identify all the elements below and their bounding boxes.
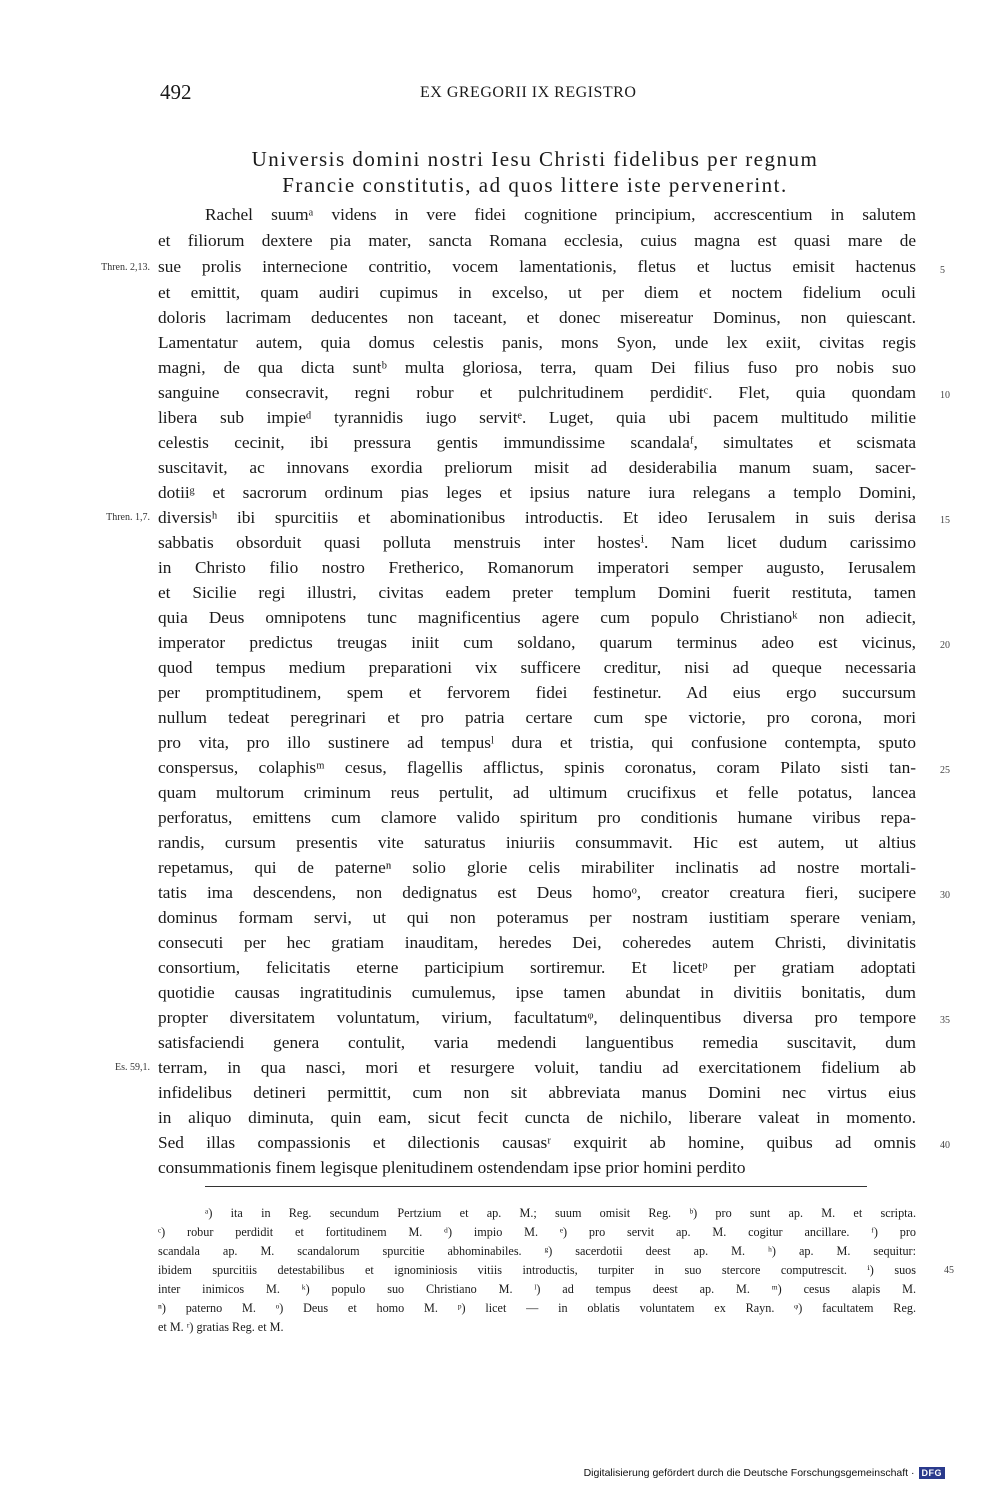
footnote-line: ⁿ) paterno M. ᵒ) Deus et homo M. ᵖ) licet — in oblatis voluntatem ex Rayn. ᵠ) facultatem Reg. xyxy=(158,1301,916,1315)
footnote-line-number: 45 xyxy=(944,1265,954,1276)
body-line: sabbatis obsorduit quasi polluta menstruis inter hostesⁱ. Nam licet dudum carissimo xyxy=(158,533,916,552)
body-line: nullum tedeat peregrinari et pro patria certare cum spe victorie, pro corona, mori xyxy=(158,708,916,727)
line-number: 25 xyxy=(940,765,950,776)
body-line: in aliquo diminuta, quin eam, sicut fecit cuncta de nichilo, liberare valeat in momento. xyxy=(158,1108,916,1127)
body-line: randis, cursum presentis vite saturatus iniuriis consummavit. Hic est autem, ut altius xyxy=(158,833,916,852)
line-number: 20 xyxy=(940,640,950,651)
body-line: pro vita, pro illo sustinere ad tempusˡ dura et tristia, qui confusione contempta, sputo xyxy=(158,733,916,752)
body-line: diversisʰ ibi spurcitiis et abominationibus introductis. Et ideo Ierusalem in suis derisa xyxy=(158,508,916,527)
body-line: repetamus, qui de paterneⁿ solio glorie celis mirabiliter inclinatis ad nostre mortali- xyxy=(158,858,916,877)
body-line: celestis cecinit, ibi pressura gentis immundissime scandalaᶠ, simultates et scismata xyxy=(158,433,916,452)
body-line: imperator predictus treugas iniit cum soldano, quarum terminus adeo est vicinus, xyxy=(158,633,916,652)
body-line: et Sicilie regi illustri, civitas eadem preter templum Domini fuerit restituta, tamen xyxy=(158,583,916,602)
footnote-line: inter inimicos M. ᵏ) populo suo Christiano M. ˡ) ad tempus deest ap. M. ᵐ) cesus alapis M. xyxy=(158,1282,916,1296)
line-number: 40 xyxy=(940,1140,950,1151)
body-line: et emittit, quam audiri cupimus in excelso, ut per diem et noctem fidelium oculi xyxy=(158,283,916,302)
footnote-line: ᵃ) ita in Reg. secundum Pertzium et ap. M.; suum omisit Reg. ᵇ) pro sunt ap. M. et scripta. xyxy=(205,1206,916,1220)
footnote-line: et M. ʳ) gratias Reg. et M. xyxy=(158,1320,284,1334)
body-line: propter diversitatem voluntatum, virium, facultatumᵠ, delinquentibus diversa pro tempore xyxy=(158,1008,916,1027)
footnote-rule xyxy=(205,1186,867,1187)
body-line: dominus formam servi, ut qui non poteramus per nostram iustitiam sperare veniam, xyxy=(158,908,916,927)
line-number: 10 xyxy=(940,390,950,401)
body-line: in Christo filio nostro Fretherico, Romanorum imperatori semper augusto, Ierusalem xyxy=(158,558,916,577)
body-line: conspersus, colaphisᵐ cesus, flagellis afflictus, spinis coronatus, coram Pilato sisti tan- xyxy=(158,758,916,777)
body-line: consortium, felicitatis eterne participium sortiremur. Et licetᵖ per gratiam adoptati xyxy=(158,958,916,977)
footnote-line: scandala ap. M. scandalorum spurcitie abhominabiles. ᵍ) sacerdotii deest ap. M. ʰ) ap. M. sequitur: xyxy=(158,1244,916,1258)
body-line: sue prolis internecione contritio, vocem lamentationis, fletus et luctus emisit hactenus xyxy=(158,257,916,276)
footnote-line: ibidem spurcitiis detestabilibus et ignominiosis vitiis introductis, turpiter in suo stercore computrescit. ⁱ) suos xyxy=(158,1263,916,1277)
body-line: sanguine consecravit, regni robur et pulchritudinem perdiditᶜ. Flet, quia quondam xyxy=(158,383,916,402)
body-line: Lamentatur autem, quia domus celestis panis, mons Syon, unde lex exiit, civitas regis xyxy=(158,333,916,352)
body-line: quam multorum criminum reus pertulit, ad ultimum crucifixus et felle potatus, lancea xyxy=(158,783,916,802)
dfg-logo: DFG xyxy=(919,1467,946,1479)
line-number: 15 xyxy=(940,515,950,526)
body-line: perforatus, emittens cum clamore valido spiritum pro conditionis humane viribus repa- xyxy=(158,808,916,827)
body-line: tatis ima descendens, non dedignatus est Deus homoᵒ, creator creatura fieri, sucipere xyxy=(158,883,916,902)
body-line: Rachel suumᵃ videns in vere fidei cognitione principium, accrescentium in salutem xyxy=(205,205,916,224)
address-line-1: Universis domini nostri Iesu Christi fidelibus per regnum xyxy=(251,147,819,171)
marginal-reference: Es. 59,1. xyxy=(115,1062,150,1073)
body-line: Sed illas compassionis et dilectionis causasʳ exquirit ab homine, quibus ad omnis xyxy=(158,1133,916,1152)
credit-text: Digitalisierung gefördert durch die Deutsche Forschungsgemeinschaft · xyxy=(583,1467,915,1479)
body-line: suscitavit, ac innovans exordia preliorum misit ad desiderabilia manum suam, sacer- xyxy=(158,458,916,477)
page-number: 492 xyxy=(160,80,192,104)
footnote-line: ᶜ) robur perdidit et fortitudinem M. ᵈ) impio M. ᵉ) pro servit ap. M. cogitur ancillare. ᶠ) pro xyxy=(158,1225,916,1239)
body-line: satisfaciendi genera contulit, varia medendi languentibus remedia suscitavit, dum xyxy=(158,1033,916,1052)
line-number: 35 xyxy=(940,1015,950,1026)
line-number: 5 xyxy=(940,265,945,276)
body-line: doloris lacrimam deducentes non taceant, et donec misereatur Dominus, non quiescant. xyxy=(158,308,916,327)
running-head: EX GREGORII IX REGISTRO xyxy=(420,84,637,101)
marginal-reference: Thren. 1,7. xyxy=(106,512,150,523)
body-line: quia Deus omnipotens tunc magnificentius agere cum populo Christianoᵏ non adiecit, xyxy=(158,608,916,627)
body-line: terram, in qua nasci, mori et resurgere voluit, tandiu ad exercitationem fidelium ab xyxy=(158,1058,916,1077)
body-line: infidelibus detineri permittit, cum non sit abbreviata manus Domini nec virtus eius xyxy=(158,1083,916,1102)
address-line-2: Francie constitutis, ad quos littere iste pervenerint. xyxy=(282,173,788,197)
line-number: 30 xyxy=(940,890,950,901)
body-line: consummationis finem legisque plenitudinem ostendendam ipse prior homini perdito xyxy=(158,1158,746,1177)
marginal-reference: Thren. 2,13. xyxy=(101,262,150,273)
body-line: quod tempus medium preparationi vix sufficere creditur, nisi ad queque necessaria xyxy=(158,658,916,677)
body-line: libera sub impieᵈ tyrannidis iugo servitᵉ. Luget, quia ubi pacem multitudo militie xyxy=(158,408,916,427)
body-line: quotidie causas ingratitudinis cumulemus, ipse tamen abundat in divitiis bonitatis, dum xyxy=(158,983,916,1002)
body-line: magni, de qua dicta suntᵇ multa gloriosa, terra, quam Dei filius fuso pro nobis suo xyxy=(158,358,916,377)
body-line: per promptitudinem, spem et fervorem fidei festinetur. Ad eius ergo succursum xyxy=(158,683,916,702)
body-line: dotiiᵍ et sacrorum ordinum pias leges et ipsius nature iura relegans a templo Domini, xyxy=(158,483,916,502)
body-line: consecuti per hec gratiam inauditam, heredes Dei, coheredes autem Christi, divinitatis xyxy=(158,933,916,952)
body-line: et filiorum dextere pia mater, sancta Romana ecclesia, cuius magna est quasi mare de xyxy=(158,231,916,250)
digitization-credit xyxy=(584,1467,945,1479)
